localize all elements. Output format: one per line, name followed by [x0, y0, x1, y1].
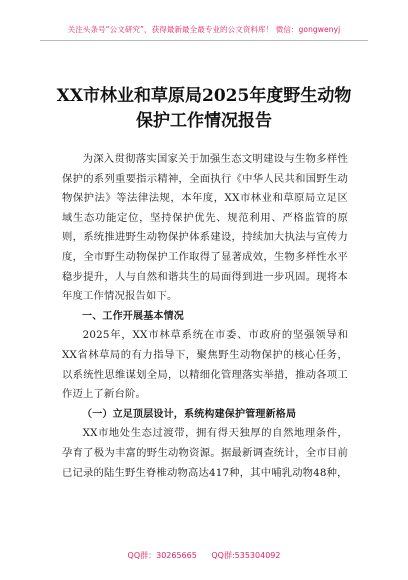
header-note: 关注头条号“公文研究”，获得最新最全最专业的公文资料库！ 微信：gongwenyj — [67, 25, 341, 34]
section-heading-1: 一、工作开展基本情况 — [82, 310, 184, 322]
subsection-heading-1: （一）立足顶层设计，系统构建保护管理新格局 — [82, 408, 297, 420]
footer-qq-group-2: QQ群:535304092 — [211, 551, 281, 560]
section-1-paragraph: 2025年，XX市林草系统在市委、市政府的坚强领导和XX省林草局的有力指导下，聚焦野生动物保护的核心任务，以系统性思维谋划全局，以精细化管理落实举措，推动各项工作迈上了新台阶。 — [62, 329, 348, 401]
subsection-1-paragraph: XX市地处生态过渡带，拥有得天独厚的自然地理条件，孕育了极为丰富的野生动物资源。据最新调查统计，全市目前已记录的陆生野生脊椎动物高达417种，其中哺乳动物48种， — [62, 427, 348, 479]
document-body — [62, 150, 348, 483]
footer — [0, 550, 408, 561]
intro-paragraph: 为深入贯彻落实国家关于加强生态文明建设与生物多样性保护的系列重要指示精神，全面执行《中华人民共和国野生动物保护法》等法律法规，本年度，XX市林业和草原局立足区域生态功能定位，坚持保护优先、规范利用、严格监管的原则，系统推进野生动物保护体系建设，持续加大执法与宣传力度，全市野生动物保护工作取得了显著成效，生物多样性水平稳步提升，人与自然和谐共生的局面得到进一步巩固。现将本年度工作情况报告如下。 — [62, 153, 348, 303]
footer-qq-group-1: QQ群：30265665 — [127, 551, 197, 560]
document-title: XX市林业和草原局2025年度野生动物保护工作情况报告 — [56, 86, 352, 131]
header-divider — [40, 40, 368, 41]
